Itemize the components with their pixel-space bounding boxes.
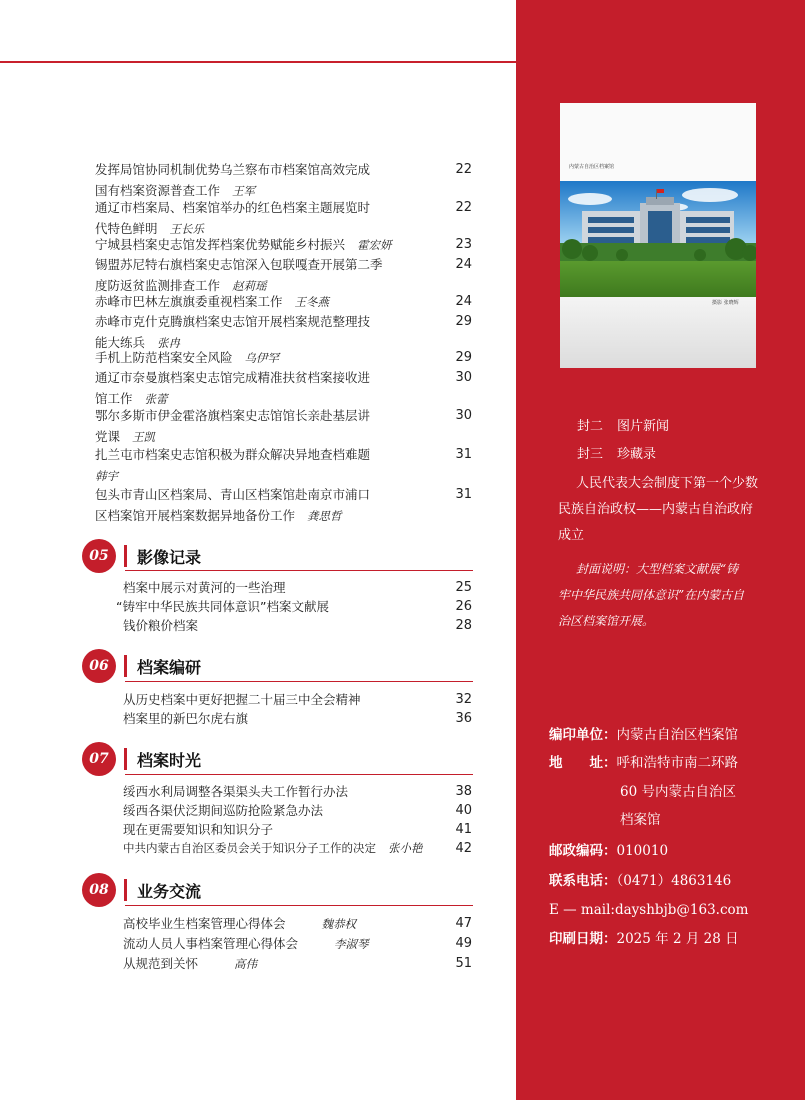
- toc-entry[interactable]: [123, 689, 472, 710]
- section-bar: [124, 879, 127, 901]
- entry-page: 24: [455, 257, 472, 272]
- section-rule: [125, 905, 473, 906]
- phone-label: 联系电话：: [549, 873, 617, 889]
- section-title: 档案编研: [137, 657, 202, 677]
- publisher-phone: [549, 866, 731, 895]
- entry-page: 22: [455, 200, 472, 215]
- entry-author: 赵莉瑶: [232, 279, 267, 293]
- entry-title: 高校毕业生档案管理心得体会: [123, 916, 286, 931]
- entry-title-line: 党课: [95, 429, 121, 444]
- entry-title: 绥西各渠伏泛期间巡防抢险紧急办法: [123, 803, 324, 818]
- entry-title: 档案中展示对黄河的一些治理: [123, 580, 286, 595]
- entry-title-line: 锡盟苏尼特右旗档案史志馆深入包联嘎查开展第二季: [95, 257, 383, 272]
- note-line: 牢中华民族共同体意识”在内蒙古自: [558, 588, 745, 602]
- entry-page: 49: [455, 936, 472, 951]
- toc-entry[interactable]: [95, 367, 472, 410]
- section-bar: [124, 748, 127, 770]
- email-value[interactable]: dayshbjb@163.com: [614, 902, 749, 918]
- entry-page: 51: [455, 956, 472, 971]
- toc-entry[interactable]: [123, 913, 472, 935]
- desc-line: 人民代表大会制度下第一个少数: [576, 476, 759, 491]
- cover2-label: 封二: [577, 419, 604, 434]
- entry-title-line: 鄂尔多斯市伊金霍洛旗档案史志馆馆长亲赴基层讲: [95, 408, 371, 423]
- entry-title: 从历史档案中更好把握二十届三中全会精神: [123, 692, 361, 707]
- top-rule: [0, 61, 516, 63]
- print-date-value: 2025 年 2 月 28 日: [616, 931, 739, 947]
- section-number: 06: [82, 649, 116, 683]
- desc-line: 民族自治政权——内蒙古自治政府: [558, 502, 754, 517]
- phone-value: （0471）4863146: [616, 873, 732, 889]
- section-rule: [125, 570, 473, 571]
- entry-page: 30: [455, 408, 472, 423]
- toc-entry[interactable]: [95, 291, 472, 313]
- entry-title: 从规范到关怀: [123, 956, 199, 971]
- entry-author: 乌伊罕: [244, 351, 280, 365]
- entry-page: 47: [455, 916, 472, 931]
- unit-value: 内蒙古自治区档案馆: [616, 727, 738, 743]
- entry-page: 26: [455, 599, 472, 614]
- photo-credit: 摄影 张晓辉: [712, 300, 739, 306]
- postal-value: 010010: [616, 843, 669, 859]
- toc-entry[interactable]: [95, 347, 472, 369]
- toc-entry[interactable]: [123, 800, 472, 821]
- desc-line: 成立: [558, 528, 585, 543]
- entry-page: 22: [455, 162, 472, 177]
- publisher-postal: [549, 836, 668, 865]
- cover2-line: [577, 414, 669, 440]
- address-label: 地 址：: [549, 755, 617, 771]
- entry-title-line: 度防返贫监测排查工作: [95, 278, 221, 293]
- publisher-email[interactable]: [549, 895, 748, 924]
- building-photo: [560, 103, 756, 368]
- section-number: 05: [82, 539, 116, 573]
- entry-title-line: 赤峰市克什克腾旗档案史志馆开展档案规范整理技: [95, 314, 371, 329]
- section-header: [82, 874, 201, 906]
- entry-author: 王军: [232, 184, 256, 198]
- toc-entry[interactable]: [123, 577, 472, 598]
- entry-title-line: 手机上防范档案安全风险: [95, 350, 233, 365]
- entry-page: 25: [455, 580, 472, 595]
- entry-title: “铸牢中华民族共同体意识”档案文献展: [116, 599, 329, 614]
- cover3-description: [558, 471, 778, 549]
- entry-title-line: 通辽市奈曼旗档案史志馆完成精准扶贫档案接收进: [95, 370, 371, 385]
- toc-entry[interactable]: [123, 838, 472, 859]
- entry-page: 24: [455, 294, 472, 309]
- section-bar: [124, 545, 127, 567]
- unit-label: 编印单位：: [549, 727, 617, 743]
- entry-page: 42: [455, 841, 472, 856]
- section-title: 影像记录: [137, 547, 202, 567]
- entry-title: 钱价粮价档案: [123, 618, 199, 633]
- email-label: E — mail:: [549, 902, 615, 918]
- entry-page: 28: [455, 618, 472, 633]
- section-header: [82, 650, 201, 682]
- entry-page: 31: [455, 487, 472, 502]
- entry-page: 30: [455, 370, 472, 385]
- note-line: 封面说明：大型档案文献展“铸: [576, 562, 739, 576]
- entry-page: 41: [455, 822, 472, 837]
- entry-page: 38: [455, 784, 472, 799]
- section-rule: [125, 774, 473, 775]
- entry-author: 李淑琴: [334, 937, 369, 951]
- entry-title-line: 代特色鲜明: [95, 221, 158, 236]
- entry-author: 王凯: [132, 430, 156, 444]
- entry-author: 张小艳: [388, 841, 423, 855]
- toc-entry[interactable]: [95, 405, 472, 448]
- entry-page: 36: [455, 711, 472, 726]
- toc-entry[interactable]: [95, 234, 472, 256]
- cover2-text: 图片新闻: [617, 419, 670, 434]
- entry-author: 龚思哲: [307, 509, 342, 523]
- toc-entry[interactable]: [123, 781, 472, 802]
- publisher-print-date: [549, 924, 739, 953]
- section-title: 业务交流: [137, 881, 202, 901]
- toc-entry[interactable]: [123, 933, 472, 955]
- publisher-unit: [549, 720, 738, 749]
- entry-author: 霍宏妍: [357, 238, 392, 252]
- entry-page: 31: [455, 447, 472, 462]
- entry-title-line: 区档案馆开展档案数据异地备份工作: [95, 508, 296, 523]
- print-date-label: 印刷日期：: [549, 931, 617, 947]
- entry-title: 中共内蒙古自治区委员会关于知识分子工作的决定: [123, 841, 376, 855]
- cover-thumbnail[interactable]: [560, 103, 756, 368]
- cover3-text: 珍藏录: [617, 447, 657, 462]
- entry-author: 高伟: [234, 957, 258, 971]
- entry-title-line: 馆工作: [95, 391, 133, 406]
- toc-entry[interactable]: [123, 615, 472, 636]
- toc-entry[interactable]: [116, 596, 472, 617]
- postal-label: 邮政编码：: [549, 843, 617, 859]
- cover3-line: [577, 442, 656, 468]
- section-bar: [124, 655, 127, 677]
- entry-title-line: 国有档案资源普查工作: [95, 183, 221, 198]
- entry-title-line: 宁城县档案史志馆发挥档案优势赋能乡村振兴: [95, 237, 346, 252]
- entry-title: 绥西水利局调整各渠渠头夫工作暂行办法: [123, 784, 349, 799]
- photo-caption: 内蒙古自治区档案馆: [569, 164, 615, 170]
- address-line: 呼和浩特市南二环路: [616, 755, 738, 771]
- toc-entry[interactable]: [123, 819, 472, 840]
- section-header: [82, 540, 201, 572]
- address-line: 档案馆: [620, 812, 661, 828]
- address-line: 60 号内蒙古自治区: [620, 784, 736, 800]
- entry-page: 32: [455, 692, 472, 707]
- cover3-label: 封三: [577, 447, 604, 462]
- entry-author: 王冬燕: [294, 295, 330, 309]
- entry-title-line: 赤峰市巴林左旗旗委重视档案工作: [95, 294, 283, 309]
- entry-page: 40: [455, 803, 472, 818]
- toc-entry[interactable]: [123, 953, 472, 975]
- entry-author: 韩宇: [95, 469, 118, 483]
- cover-note: [558, 556, 778, 634]
- section-header: [82, 743, 201, 775]
- note-line: 治区档案馆开展。: [558, 614, 655, 628]
- entry-page: 23: [455, 237, 472, 252]
- entry-author: 张冉: [157, 336, 181, 350]
- publisher-address: [549, 748, 738, 777]
- entry-title-line: 扎兰屯市档案史志馆积极为群众解决异地查档难题: [95, 447, 371, 462]
- toc-entry[interactable]: [95, 484, 472, 527]
- toc-entry[interactable]: [123, 708, 472, 729]
- entry-page: 29: [455, 314, 472, 329]
- entry-title: 流动人员人事档案管理心得体会: [123, 936, 299, 951]
- toc-entry[interactable]: [95, 444, 472, 487]
- entry-title: 现在更需要知识和知识分子: [123, 822, 274, 837]
- entry-page: 29: [455, 350, 472, 365]
- section-rule: [125, 681, 473, 682]
- entry-author: 王长乐: [169, 222, 205, 236]
- section-title: 档案时光: [137, 750, 202, 770]
- entry-author: 张蕾: [144, 392, 168, 406]
- section-number: 08: [82, 873, 116, 907]
- entry-title-line: 包头市青山区档案局、青山区档案馆赴南京市浦口: [95, 487, 371, 502]
- toc-entry[interactable]: [95, 159, 472, 202]
- entry-title-line: 通辽市档案局、档案馆举办的红色档案主题展览时: [95, 200, 371, 215]
- entry-title-line: 发挥局馆协同机制优势乌兰察布市档案馆高效完成: [95, 162, 371, 177]
- entry-author: 魏恭权: [321, 917, 357, 931]
- section-number: 07: [82, 742, 116, 776]
- entry-title: 档案里的新巴尔虎右旗: [123, 711, 249, 726]
- entry-title-line: 能大练兵: [95, 335, 146, 350]
